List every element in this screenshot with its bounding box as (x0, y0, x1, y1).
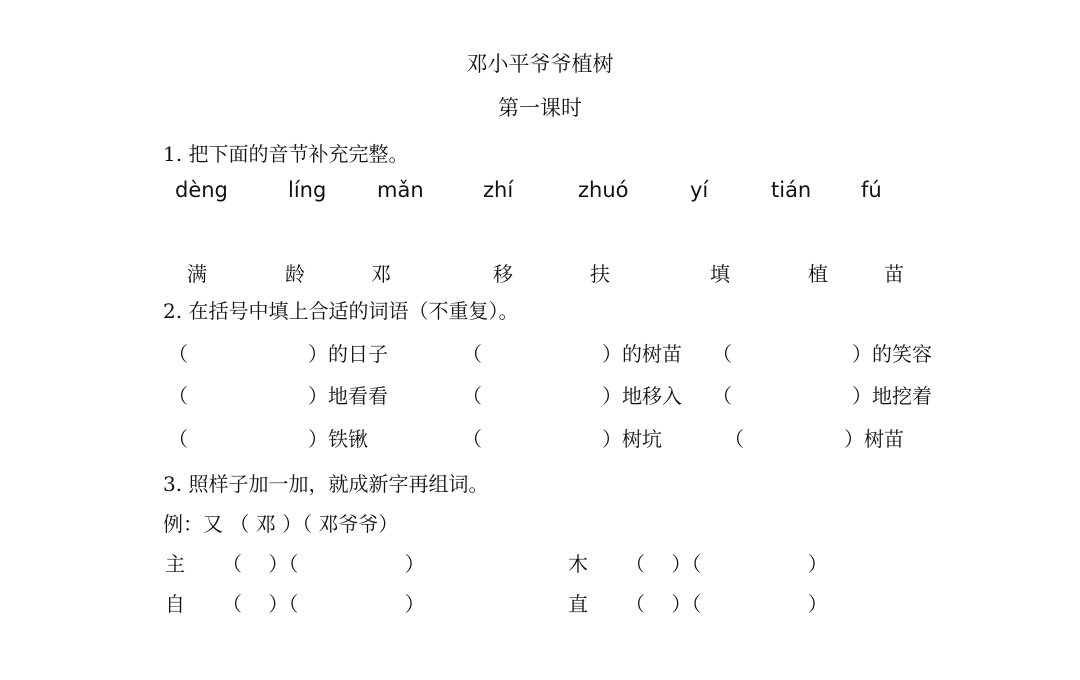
fill-blank-item[interactable]: （ ）地挖着 (712, 384, 932, 408)
question-1-prompt: 1. 把下面的音节补充完整。 (163, 142, 409, 166)
fill-blank-item[interactable]: （ ）树苗 (724, 427, 904, 451)
fill-blank-item[interactable]: （ ）铁锹 (168, 427, 368, 451)
fill-blank-item[interactable]: （ ）（ ） (222, 552, 425, 576)
hanzi-character: 邓 (371, 262, 391, 286)
fill-blank-item[interactable]: （ ）（ ） (625, 592, 828, 616)
page-title: 邓小平爷爷植树 (466, 52, 614, 76)
hanzi-character: 龄 (285, 262, 305, 286)
fill-blank-item[interactable]: （ ）地看看 (168, 384, 388, 408)
pinyin-syllable: líng (288, 178, 327, 202)
fill-blank-item[interactable]: （ ）（ ） (625, 552, 828, 576)
pinyin-syllable: zhí (483, 178, 514, 202)
pinyin-syllable: dèng (175, 178, 228, 202)
pinyin-syllable: zhuó (578, 178, 629, 202)
fill-blank-item[interactable]: （ ）的树苗 (462, 342, 682, 366)
pinyin-syllable: mǎn (377, 178, 424, 202)
pinyin-syllable: tián (771, 178, 812, 202)
fill-blank-item[interactable]: （ ）地移入 (462, 384, 682, 408)
question-3-prompt: 3. 照样子加一加，就成新字再组词。 (163, 472, 489, 496)
hanzi-character: 移 (493, 262, 513, 286)
base-character: 主 (165, 552, 185, 576)
example-line: 例：又 （ 邓 ）（ 邓爷爷） (163, 512, 399, 536)
hanzi-character: 满 (187, 262, 207, 286)
hanzi-character: 植 (808, 262, 828, 286)
base-character: 直 (568, 592, 588, 616)
pinyin-syllable: fú (861, 178, 882, 202)
base-character: 木 (568, 552, 588, 576)
base-character: 自 (165, 592, 185, 616)
hanzi-character: 苗 (884, 262, 904, 286)
fill-blank-item[interactable]: （ ）的笑容 (712, 342, 932, 366)
fill-blank-item[interactable]: （ ）树坑 (462, 427, 662, 451)
fill-blank-item[interactable]: （ ）（ ） (222, 592, 425, 616)
pinyin-syllable: yí (690, 178, 709, 202)
hanzi-character: 填 (710, 262, 730, 286)
question-2-prompt: 2. 在括号中填上合适的词语（不重复）。 (163, 299, 519, 323)
fill-blank-item[interactable]: （ ）的日子 (168, 342, 388, 366)
page-subtitle: 第一课时 (498, 96, 582, 120)
hanzi-character: 扶 (590, 262, 610, 286)
